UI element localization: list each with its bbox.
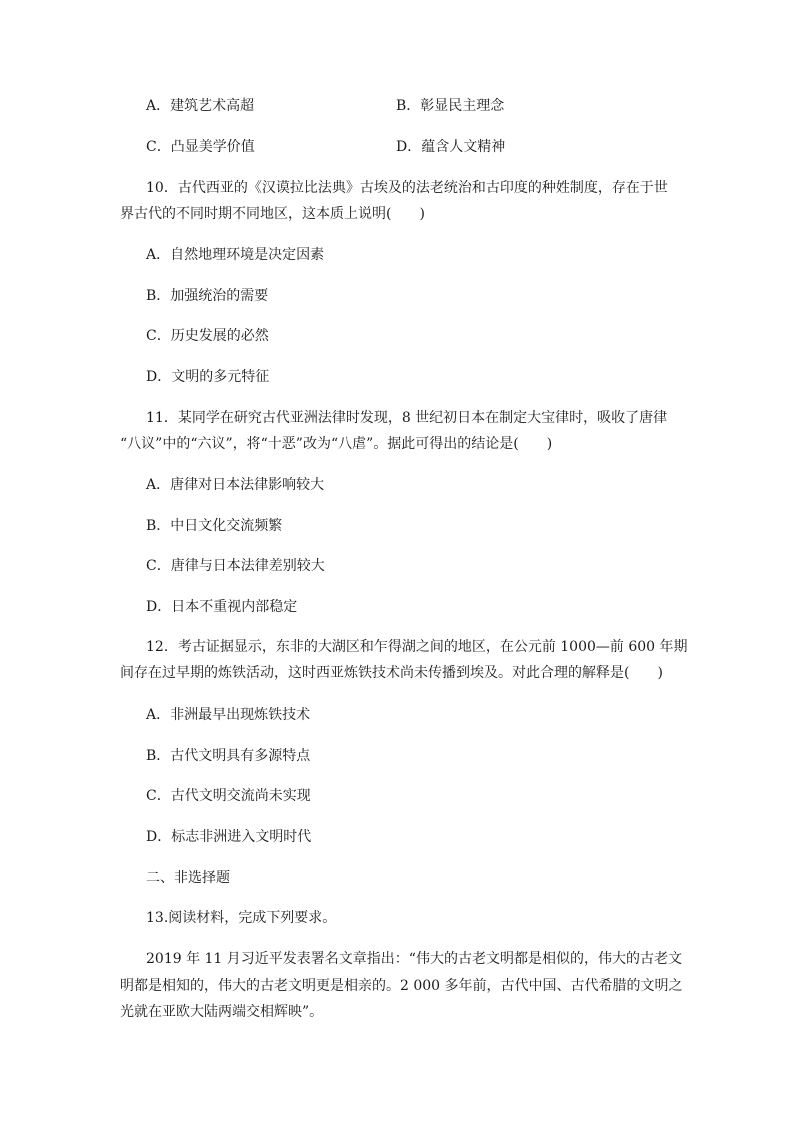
q12-stem-line2: 间存在过早期的炼铁活动，这时西亚炼铁技术尚未传播到埃及。对此合理的解释是( ) [120, 665, 663, 681]
q10-stem-line1: 10．古代西亚的《汉谟拉比法典》古埃及的法老统治和古印度的种姓制度，存在于世 [146, 180, 668, 196]
q9-option-b: B．彰显民主理念 [396, 98, 505, 114]
q13-material-line1: 2019 年 11 月习近平发表署名文章指出：“伟大的古老文明都是相似的，伟大的古老文 [146, 951, 682, 967]
q9-option-d: D．蕴含人文精神 [396, 139, 506, 155]
q12-option-a: A．非洲最早出现炼铁技术 [146, 707, 311, 723]
q10-option-a: A．自然地理环境是决定因素 [146, 247, 325, 263]
q11-option-b: B．中日文化交流频繁 [146, 518, 283, 534]
q10-option-b: B．加强统治的需要 [146, 288, 269, 304]
q12-stem-line1: 12．考古证据显示，东非的大湖区和乍得湖之间的地区，在公元前 1000—前 600 年期 [146, 639, 688, 655]
q12-option-b: B．古代文明具有多源特点 [146, 748, 311, 764]
q11-option-d: D．日本不重视内部稳定 [146, 599, 298, 615]
q13-material-line3: 光就在亚欧大陆两端交相辉映”。 [120, 1004, 324, 1020]
section-heading-non-choice: 二、非选择题 [146, 870, 230, 886]
q11-option-c: C．唐律与日本法律差别较大 [146, 558, 325, 574]
q11-stem-line2: “八议”中的“六议”，将“十恶”改为“八虐”。据此可得出的结论是( ) [120, 436, 553, 452]
q13-stem: 13.阅读材料，完成下列要求。 [146, 910, 337, 926]
q10-option-d: D．文明的多元特征 [146, 369, 270, 385]
q10-stem-line2: 界古代的不同时期不同地区，这本质上说明( ) [120, 206, 425, 222]
q12-option-c: C．古代文明交流尚未实现 [146, 788, 311, 804]
q12-option-d: D．标志非洲进入文明时代 [146, 829, 312, 845]
q10-option-c: C．历史发展的必然 [146, 328, 269, 344]
q11-stem-line1: 11．某同学在研究古代亚洲法律时发现，8 世纪初日本在制定大宝律时，吸收了唐律 [146, 410, 668, 426]
q9-option-c: C．凸显美学价值 [146, 139, 255, 155]
q11-option-a: A．唐律对日本法律影响较大 [146, 477, 325, 493]
q13-material-line2: 明都是相知的，伟大的古老文明更是相亲的。2 000 多年前，古代中国、古代希腊的文明之 [120, 978, 683, 994]
q9-option-a: A．建筑艺术高超 [146, 98, 255, 114]
